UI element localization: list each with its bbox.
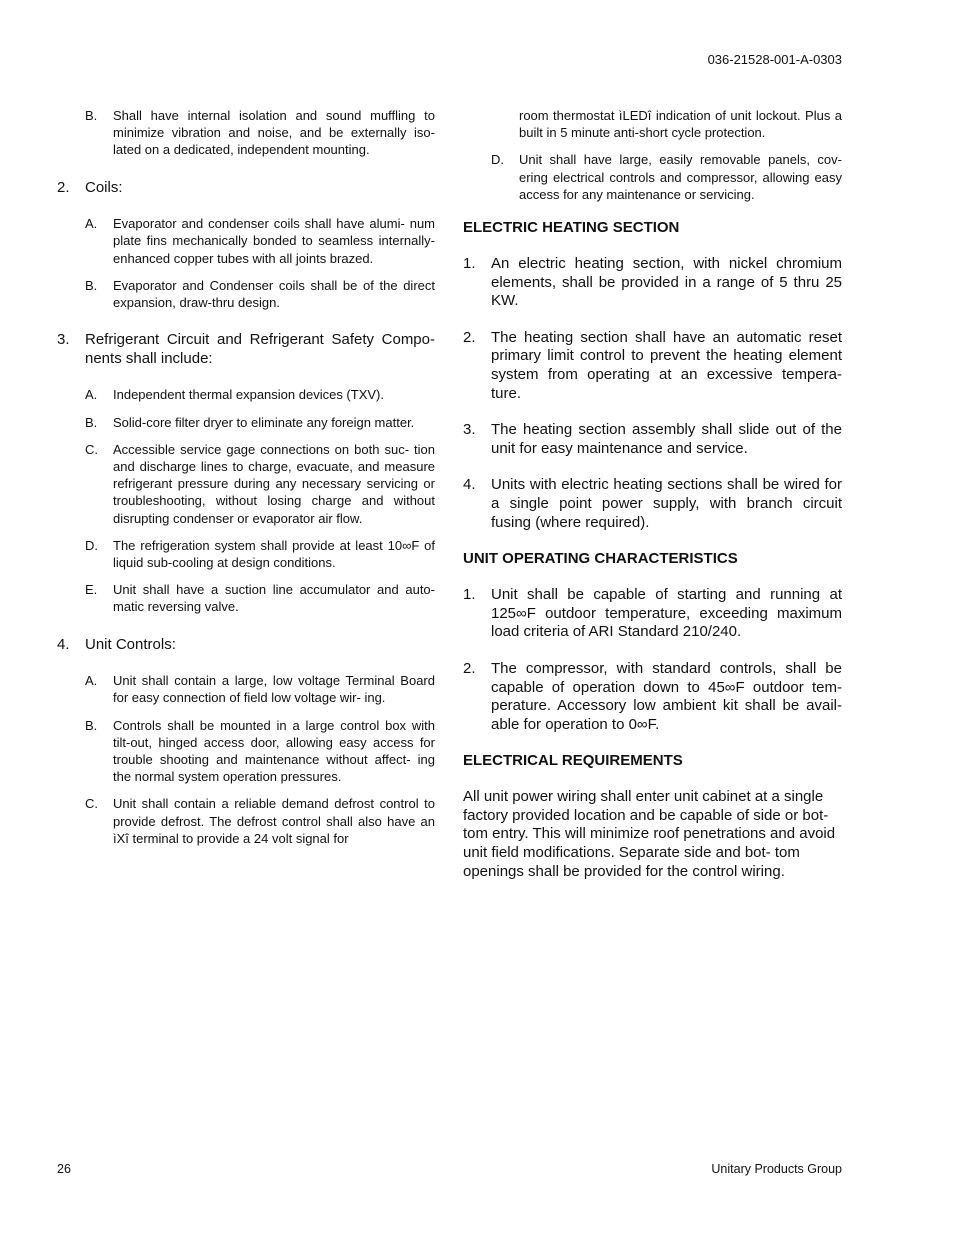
list-item: [85, 414, 435, 431]
continued-text: [491, 107, 842, 141]
item-number: 2.: [463, 659, 476, 677]
item-title: Unit Controls:: [85, 635, 176, 653]
left-column: [57, 107, 435, 857]
list-item: [463, 329, 842, 403]
list-item: [85, 717, 435, 786]
list-item: [463, 476, 842, 532]
compressor-subitems: [57, 107, 435, 159]
list-item: [85, 107, 435, 159]
item-text: Independent thermal expansion devices (TXV).: [113, 387, 384, 403]
list-item: [85, 581, 435, 615]
item-text: Unit shall have large, easily removable panels, cov- ering electrical controls and compressor, allowing easy access for any maintenance or servicing.: [519, 152, 842, 202]
item-number: 3.: [57, 331, 70, 349]
list-item: [85, 795, 435, 847]
item-text: Shall have internal isolation and sound muffling to minimize vibration and noise, and be externally iso- lated on a dedicated, independent mounting.: [113, 108, 435, 158]
list-item: [491, 151, 842, 203]
document-number: 036-21528-001-A-0303: [707, 52, 842, 67]
item-text: An electric heating section, with nickel chromium elements, shall be provided in a range of 5 thru 25 KW.: [491, 255, 842, 310]
item-text: Solid-core filter dryer to eliminate any foreign matter.: [113, 414, 415, 430]
item-text: Evaporator and Condenser coils shall be of the direct expansion, draw-thru design.: [113, 277, 435, 311]
item-number: 4.: [463, 476, 476, 494]
item-text: Unit shall have a suction line accumulator and auto- matic reversing valve.: [113, 582, 435, 615]
item-number: 3.: [463, 421, 476, 439]
list-item: [85, 441, 435, 527]
item-letter: C.: [85, 441, 98, 457]
list-item: [85, 672, 435, 706]
list-item: [463, 421, 842, 458]
item-text: Evaporator and condenser coils shall have alumi- num plate fins mechanically bonded to seamless internally-enhanced copper tubes with all joints brazed.: [113, 216, 435, 266]
controls-continuation: [463, 107, 842, 203]
item-letter: D.: [85, 537, 98, 553]
item-letter: C.: [85, 796, 98, 812]
electrical-paragraph: All unit power wiring shall enter unit cabinet at a single factory provided location and be capable of side or bot- tom entry. This will minimize roof penetrations and avoid unit field modifications. Separate side and bot- tom openings shall be provided for the control wiring.: [463, 788, 836, 880]
item-text: The refrigeration system shall provide at least 10∞F of liquid sub-cooling at design conditions.: [113, 537, 435, 571]
page-number: 26: [57, 1162, 71, 1176]
item-letter: A.: [85, 673, 98, 689]
item-text: Accessible service gage connections on both suc- tion and discharge lines to charge, evacuate, and measure refrigerant pressure during any necessary servicing or troubleshooting, without losing charge and without disrupting condenser or evaporator air flow.: [113, 441, 435, 526]
item-number: 1.: [463, 255, 476, 273]
item-number: 1.: [463, 586, 476, 604]
item-number: 2.: [463, 328, 476, 346]
item-text: The compressor, with standard controls, shall be capable of operation down to 45∞F outdoor tem- perature. Accessory low ambient kit shall be avail- able for operation to 0∞F.: [491, 659, 842, 733]
section-refrigerant: [57, 331, 435, 368]
heading-unit-operating: UNIT OPERATING CHARACTERISTICS: [463, 550, 738, 568]
heading-electric-heating: ELECTRIC HEATING SECTION: [463, 219, 680, 237]
coils-subitems: [57, 215, 435, 311]
list-item: [463, 586, 842, 642]
refrigerant-subitems: [57, 386, 435, 615]
list-item: [85, 386, 435, 403]
item-text: room thermostat ìLEDî indication of unit lockout. Plus a built in 5 minute anti-short cycle protection.: [519, 108, 842, 141]
heading-electrical-requirements: ELECTRICAL REQUIREMENTS: [463, 752, 683, 770]
item-letter: A.: [85, 387, 98, 403]
section-controls: [57, 636, 435, 655]
item-text: Units with electric heating sections shall be wired for a single point power supply, with branch circuit fusing (where required).: [491, 476, 842, 531]
controls-subitems: [57, 672, 435, 847]
footer-company: Unitary Products Group: [711, 1162, 842, 1176]
list-item: [463, 255, 842, 311]
list-item: [85, 277, 435, 311]
item-text: Unit shall contain a large, low voltage Terminal Board for easy connection of field low voltage wir- ing.: [113, 673, 435, 706]
item-letter: B.: [85, 414, 98, 430]
list-item: [85, 215, 435, 267]
item-letter: E.: [85, 582, 98, 598]
item-title: Coils:: [85, 178, 123, 196]
item-letter: B.: [85, 277, 98, 293]
section-coils: [57, 179, 435, 198]
item-text: The heating section shall have an automatic reset primary limit control to prevent the heating element system from operating at an excessive tempera- ture.: [491, 328, 842, 402]
item-letter: A.: [85, 216, 98, 232]
item-text: Unit shall contain a reliable demand defrost control to provide defrost. The defrost control shall also have an ìXî terminal to provide a 24 volt signal for: [113, 796, 435, 846]
item-number: 4.: [57, 635, 70, 653]
right-column: [463, 107, 842, 881]
item-letter: D.: [491, 152, 504, 168]
list-item: [463, 660, 842, 734]
item-title: Refrigerant Circuit and Refrigerant Safety Compo- nents shall include:: [85, 331, 435, 367]
item-letter: B.: [85, 717, 98, 733]
item-number: 2.: [57, 178, 70, 196]
item-letter: B.: [85, 108, 98, 123]
item-text: Controls shall be mounted in a large control box with tilt-out, hinged access door, allowing easy access for trouble shooting and maintenance without affect- ing the normal system operation pressures.: [113, 717, 435, 785]
item-text: Unit shall be capable of starting and running at 125∞F outdoor temperature, exceeding maximum load criteria of ARI Standard 210/240.: [491, 586, 842, 641]
item-text: The heating section assembly shall slide out of the unit for easy maintenance and service.: [491, 421, 842, 457]
list-item: [85, 537, 435, 571]
